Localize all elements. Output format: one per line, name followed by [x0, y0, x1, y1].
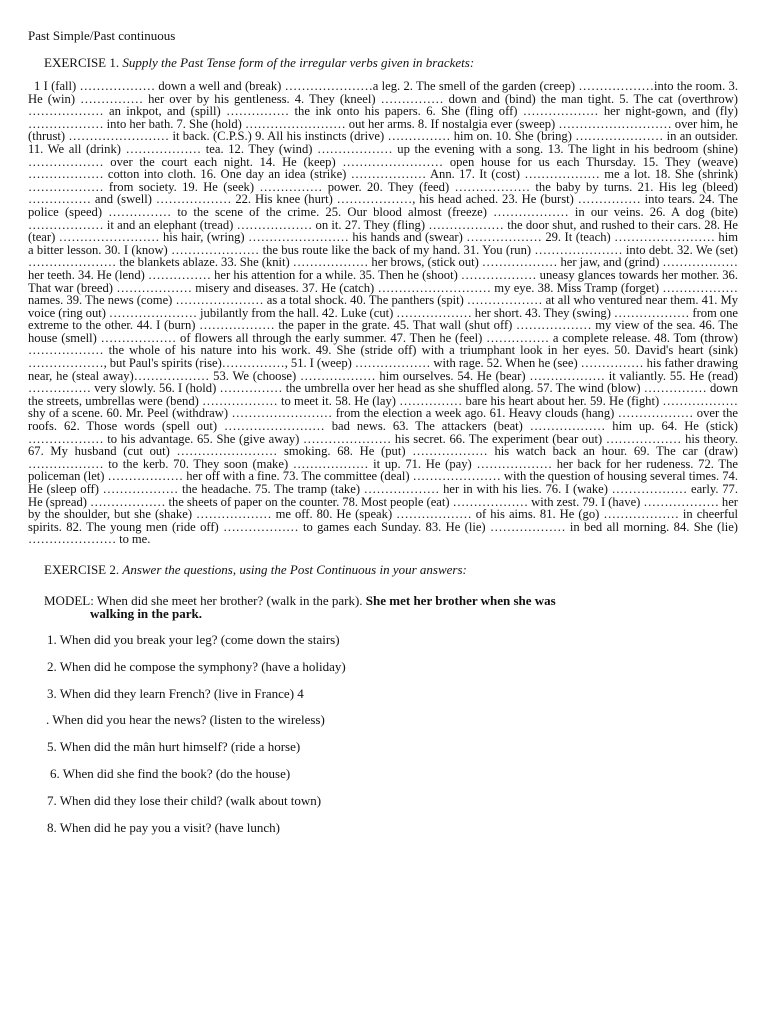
question-item: 2. When did he compose the symphony? (have a holiday)	[47, 658, 346, 674]
question-list	[28, 633, 738, 834]
exercise-2-instruction: Answer the questions, using the Post Continuous in your answers:	[122, 561, 467, 577]
exercise-2-label: EXERCISE 2.	[44, 561, 123, 577]
exercise-1-heading	[44, 55, 738, 71]
question-item: . When did you hear the news? (listen to the wireless)	[46, 712, 325, 728]
model-answer-line-1: She met her brother when she was	[365, 592, 556, 608]
exercise-1-instruction: Supply the Past Tense form of the irregular verbs given in brackets:	[122, 55, 475, 70]
question-item: 5. When did the mân hurt himself? (ride a horse)	[47, 739, 301, 755]
model-answer-line-2: walking in the park.	[90, 605, 202, 621]
question-item: 3. When did they learn French? (live in France) 4	[47, 685, 304, 701]
model-question: When did she meet her brother? (walk in the park).	[96, 592, 366, 608]
document-title: Past Simple/Past continuous	[28, 28, 176, 43]
question-item: 1. When did you break your leg? (come down the stairs)	[47, 631, 340, 647]
exercise-1-body: 1 I (fall) ……………… down a well and (break) …………………a leg. 2. The smell of the garden (creep) ………………into the room. 3. He (win) …………… her over by his gentleness. 4. They (kneel) …………… down and (bind) the man tight. 5. The cat (overthrow) ……………… an inkpot, and (spill) …………… the ink onto his papers. 6. She (fling off) ……………… her night-gown, and (fly) ……………… into her bath. 7. She (hold) …………………… out her arms. 8. If nostalgia ever (sweep) ……………………… over him, he (thrust) …………………… it back. (C.P.S.) 9. All his instincts (drive) …………… him on. 10. She (bring) ………………… in an outsider. 11. We all (drink) ……………… tea. 12. They (wind) ……………… up the evening with a song. 13. The light in his bedroom (shine) ……………… over the court each night. 14. He (keep) …………………… open house for us each Thursday. 15. They (weave) ……………… cotton into cloth. 16. One day an idea (strike) ……………… Ann. 17. It (cost) ……………… me a lot. 18. She (shrink) ……………… from society. 19. He (seek) …………… power. 20. They (feed) ……………… the baby by turns. 21. His leg (bleed) …………… and (swell) ……………… 22. His knee (hurt) ………………, his head ached. 23. He (burst) …………… into tears. 24. The police (speed) …………… to the scene of the crime. 25. Our blood almost (freeze) ……………… in our veins. 26. A dog (bite) ……………… it and an elephant (tread) ……………… on it. 27. They (fling) ……………… the door shut, and rushed to their cars. 28. He (tear) …………………… his hair, (wring) …………………… his hands and (swear) ……………… 29. It (teach) …………………… him a bitter lesson. 30. I (know) ………………… the bus route like the back of my hand. 31. You (run) ………………… into debt. 32. We (set) ………………… the blankets ablaze. 33. She (knit) ……………… her brows, (stick out) ……………… her jaw, and (grind) ……………… her teeth. 34. He (lend) …………… her his attention for a while. 35. Then he (shoot) ……………… uneasy glances towards her mother. 36. That war (breed) ……………… misery and diseases. 37. He (catch) ……………………… my eye. 38. Miss Tramp (forget) ……………… names. 39. The news (come) ………………… as a total shock. 40. The panthers (spit) ……………… at all who ventured near them. 41. My voice (ring out) ………………… jubilantly from the hall. 42. Luke (cut) ……………… her short. 43. They (swing) ……………… from one extreme to the other. 44. I (burn) ……………… the paper in the grate. 45. That wall (shut off) ……………… my view of the sea. 46. The house (smell) ……………… of flowers all through the early summer. 47. Then he (feel) …………… a complete release. 48. Tom (throw) ……………… the whole of his nature into his work. 49. She (stride off) with a triumphant look in her eyes. 50. David's heart (sink) ………………, but Paul's spirits (rise)……………, 51. I (weep) ……………… with rage. 52. When he (see) …………… his father drawing near, he (steal away)……………… 53. We (choose) ……………… him ourselves. 54. He (bear) ……………… it valiantly. 55. He (read) …………… very slowly. 56. I (hold) …………… the umbrella over her head as she shuffled along. 57. The wind (blow) …………… down the streets, umbrellas were (bend) ……………… to meet it. 58. He (lay) …………… bare his heart about her. 59. He (fight) ……………… shy of a scene. 60. Mr. Peel (withdraw) …………………… from the election a week ago. 61. Heavy clouds (hang) ……………… over the roofs. 62. Those words (spell out) …………………… bad news. 63. The attackers (beat) ……………… him up. 64. He (stick) ……………… to his advantage. 65. She (give away) ………………… his secret. 66. The experiment (bear out) ……………… his theory. 67. My husband (cut out) …………………… smoking. 68. He (put) ……………… his watch back an hour. 69. The car (draw) ……………… to the kerb. 70. They soon (make) ……………… it up. 71. He (pay) ……………… her back for her rudeness. 72. The policeman (let) ……………… her off with a fine. 73. The committee (deal) ………………… with the question of housing several times. 74. He (sleep off) ……………… the headache. 75. The tramp (take) ……………… her in with his lies. 76. I (wake) ……………… early. 77. He (spread) ……………… the sheets of paper on the counter. 78. Most people (eat) ……………… with zest. 79. I (have) ……………… her by the shoulder, but she (shake) ……………… me off. 80. He (speak) ……………… of his aims. 81. He (go) ……………… in cheerful spirits. 82. The young men (ride off) ……………… to games each Sunday. 83. He (lie) ……………… in bed all morning. 84. She (lie) ………………… to me.	[28, 79, 738, 547]
question-item: 8. When did he pay you a visit? (have lunch)	[47, 819, 280, 835]
exercise-2-heading	[44, 562, 738, 578]
model-label: MODEL:	[44, 592, 97, 608]
model-example	[44, 594, 738, 620]
question-item: 7. When did they lose their child? (walk about town)	[47, 792, 322, 808]
question-item: 6. When did she find the book? (do the house)	[50, 765, 291, 781]
exercise-1-label: EXERCISE 1.	[44, 55, 123, 70]
